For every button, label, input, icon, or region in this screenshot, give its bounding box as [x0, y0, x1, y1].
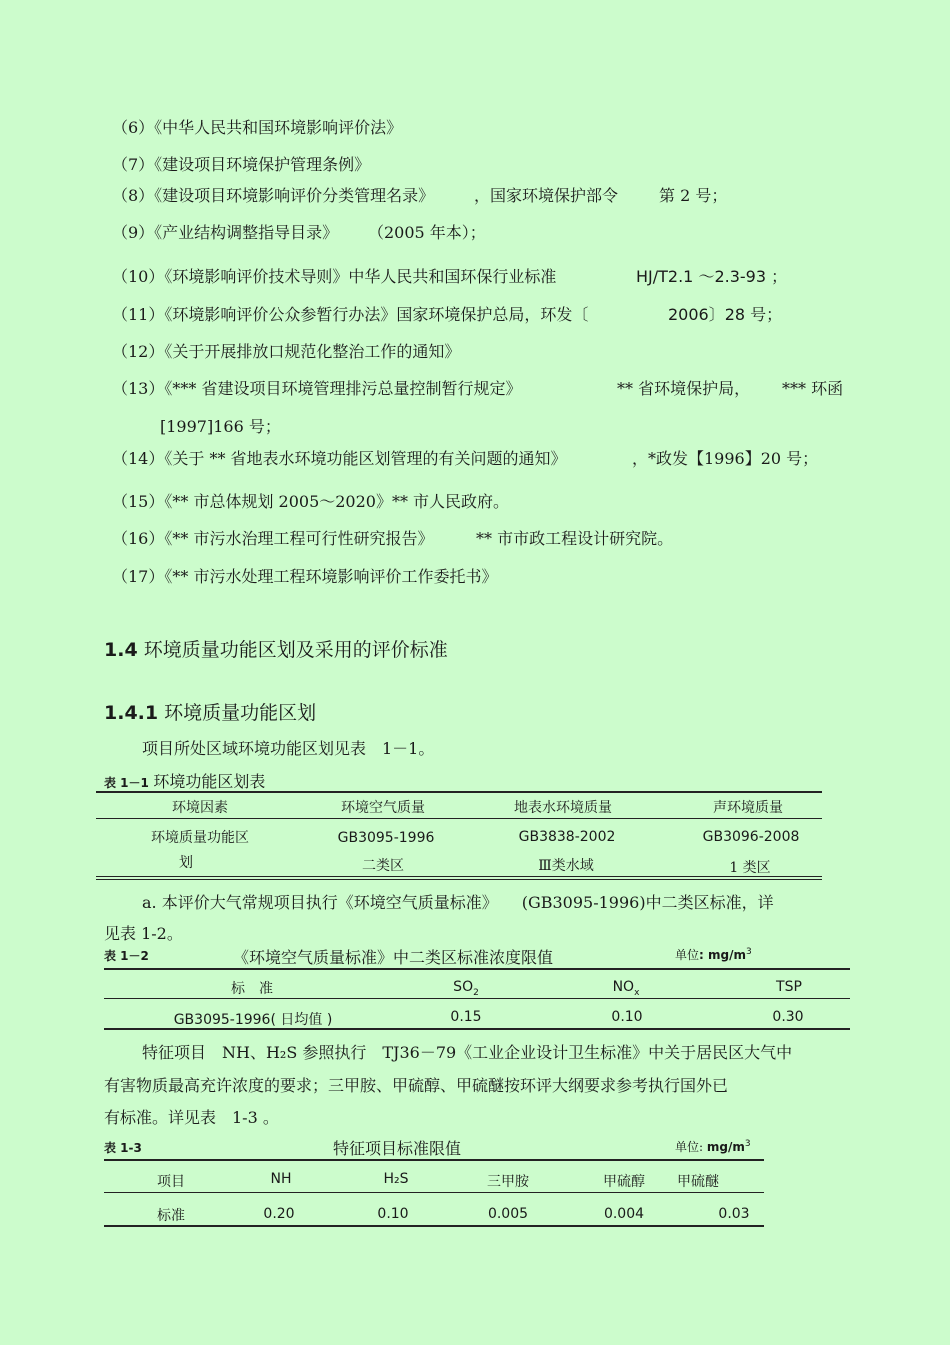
table-header-cell: 地表水环境质量: [514, 800, 612, 816]
table-cell: 0.004: [603, 1206, 645, 1222]
table-rule-mid: [96, 818, 822, 819]
reference-item: （10）《环境影响评价技术导则》中华人民共和国环保行业标准 HJ/T2.1 ～2.3-93 ；: [112, 267, 788, 286]
table-header-cell: H₂S: [383, 1171, 409, 1187]
table-header-cell: 三甲胺: [487, 1174, 529, 1190]
table-caption: 表 1－1 环境功能区划表: [104, 772, 266, 791]
table-caption: 表 1－2: [104, 949, 149, 963]
table-header-cell: 声环境质量: [713, 800, 783, 816]
reference-item: （14）《关于 ** 省地表水环境功能区划管理的有关问题的通知》 ，*政发【1996】20 号；: [112, 449, 819, 468]
table-cell: GB3838-2002: [518, 829, 616, 845]
table-header-cell: 甲硫醚: [677, 1174, 719, 1190]
table-rule-mid: [104, 1192, 764, 1193]
table-header-cell: TSP: [776, 979, 802, 995]
table-cell: 0.10: [377, 1206, 409, 1222]
table-rule-top: [96, 791, 822, 793]
table-header-cell: NH: [270, 1171, 292, 1187]
table-cell: 0.03: [718, 1206, 750, 1222]
table-cell: 二类区: [362, 858, 404, 874]
reference-item: （11）《环境影响评价公众参暂行办法》国家环境保护总局，环发〔 2006〕28 号；: [112, 305, 783, 324]
table-title: 《环境空气质量标准》中二类区标准浓度限值: [233, 948, 554, 967]
section-heading-1-4-1: 1.4.1 环境质量功能区划: [104, 702, 317, 724]
table-cell: GB3095-1996( 日均值 ): [173, 1012, 333, 1028]
reference-item: （16）《** 市污水治理工程可行性研究报告》 ** 市市政工程设计研究院。: [112, 529, 674, 548]
reference-item-continued: [1997]166 号；: [160, 417, 281, 436]
table-unit: 单位: $mg/m^3$: [675, 1139, 751, 1154]
reference-item: （17）《** 市污水处理工程环境影响评价工作委托书》: [112, 567, 498, 586]
paragraph-b: 特征项目 NH、H₂S 参照执行 TJ36－79《工业企业设计卫生标准》中关于居民区大气中: [142, 1043, 793, 1062]
reference-item: （9）《产业结构调整指导目录》 （2005 年本）；: [112, 223, 486, 242]
reference-item: （7）《建设项目环境保护管理条例》: [112, 155, 371, 174]
table-unit: 单位: $mg/m^3$: [675, 947, 752, 962]
table-caption: 表 1-3: [104, 1141, 142, 1155]
table-cell: 0.15: [450, 1009, 482, 1025]
reference-item: （8）《建设项目环境影响评价分类管理名录》 ，国家环境保护部令 第 2 号；: [112, 186, 728, 205]
paragraph-b: 有标准。详见表 1-3 。: [104, 1108, 279, 1127]
table-header-cell: 环境空气质量: [341, 800, 425, 816]
intro-paragraph: 项目所处区域环境功能区划见表 1－1。: [142, 739, 435, 758]
table-title: 特征项目标准限值: [333, 1139, 462, 1158]
reference-item: （13）《*** 省建设项目环境管理排污总量控制暂行规定》 ** 省环境保护局， *** 环函: [112, 379, 844, 398]
table-cell: 标准: [157, 1208, 185, 1224]
table-cell: Ⅲ类水域: [538, 858, 594, 874]
paragraph-b: 有害物质最高充许浓度的要求；三甲胺、甲硫醇、甲硫醚按环评大纲要求参考执行国外已: [104, 1076, 729, 1095]
table-cell: 0.20: [263, 1206, 295, 1222]
reference-item: （12）《关于开展排放口规范化整治工作的通知》: [112, 342, 461, 361]
table-rule-bottom: [104, 1028, 850, 1030]
table-cell: GB3095-1996: [337, 830, 435, 846]
table-row-label: 环境质量功能区: [151, 830, 249, 846]
table-rule-bottom: [96, 876, 822, 877]
reference-item: （6）《中华人民共和国环境影响评价法》: [112, 118, 403, 137]
table-rule-top: [104, 1159, 764, 1161]
table-cell: 1 类区: [729, 860, 771, 876]
table-header-cell: $NO_x$: [612, 979, 640, 998]
table-cell: 0.30: [772, 1009, 804, 1025]
table-cell: GB3096-2008: [702, 829, 800, 845]
table-rule-bottom: [96, 879, 822, 880]
table-rule-top: [104, 968, 850, 970]
table-header-cell: $SO_2$: [453, 979, 479, 998]
paragraph-a: a. 本评价大气常规项目执行《环境空气质量标准》 (GB3095-1996)中二类区标准，详: [142, 893, 774, 912]
table-header-cell: 环境因素: [172, 800, 228, 816]
table-rule-bottom: [104, 1225, 764, 1227]
table-row-label: 划: [179, 855, 193, 871]
table-cell: 0.005: [487, 1206, 529, 1222]
table-header-cell: 项目: [157, 1174, 185, 1190]
table-rule-mid: [104, 998, 850, 999]
paragraph-a: 见表 1-2。: [104, 924, 183, 943]
table-header-cell: 标 准: [231, 981, 273, 997]
table-cell: 0.10: [611, 1009, 643, 1025]
section-heading-1-4: 1.4 环境质量功能区划及采用的评价标准: [104, 639, 448, 661]
reference-item: （15）《** 市总体规划 2005～2020》** 市人民政府。: [112, 492, 510, 511]
table-header-cell: 甲硫醇: [603, 1174, 645, 1190]
